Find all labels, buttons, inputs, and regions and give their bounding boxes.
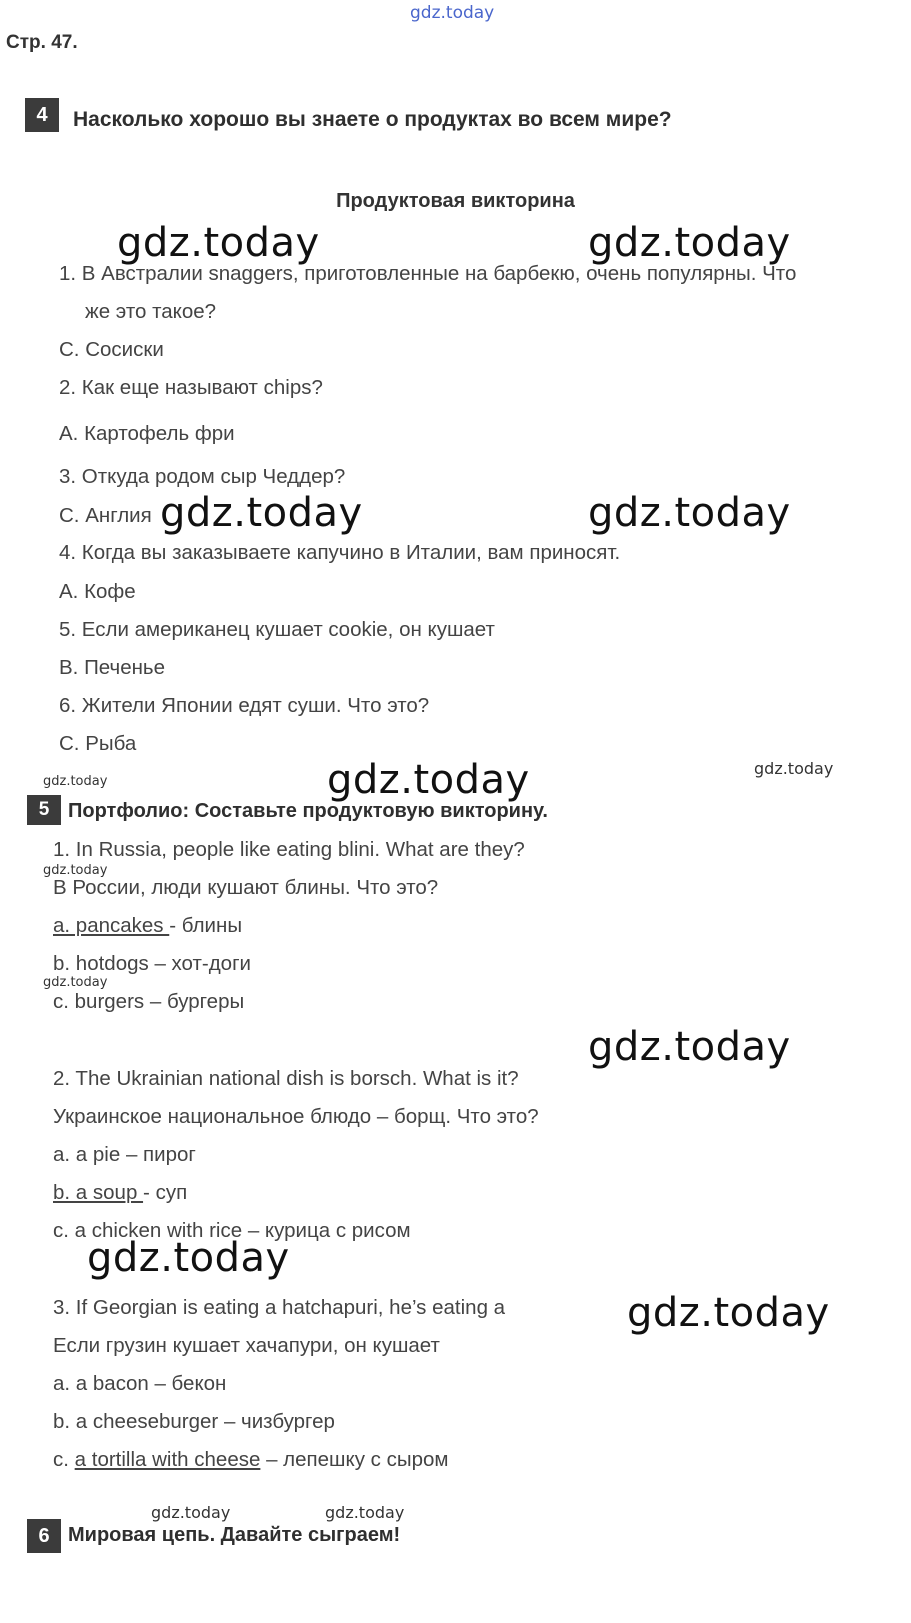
task-5-title: Портфолио: Составьте продуктовую викторину. bbox=[68, 800, 548, 822]
watermark-large: gdz.today bbox=[327, 757, 530, 803]
q3-russian: Если грузин кушает хачапури, он кушает bbox=[53, 1334, 440, 1357]
q1-option-c: c. burgers – бургеры bbox=[53, 990, 245, 1013]
quiz-line-11: В. Печенье bbox=[59, 656, 166, 679]
q1-correct-answer: a. pancakes bbox=[53, 914, 170, 937]
quiz-line-12: 6. Жители Японии едят суши. Что это? bbox=[59, 694, 430, 717]
q2-option-a: a. a pie – пирог bbox=[53, 1143, 196, 1166]
watermark-large: gdz.today bbox=[588, 1024, 791, 1070]
watermark-large: gdz.today bbox=[117, 220, 320, 266]
quiz-line-13: С. Рыба bbox=[59, 732, 137, 755]
q3-option-b: b. a cheeseburger – чизбургер bbox=[53, 1410, 335, 1433]
quiz-line-1: 1. В Австралии snaggers, приготовленные на барбекю, очень популярны. Что bbox=[59, 262, 797, 285]
watermark-top: gdz.today bbox=[410, 3, 495, 23]
watermark-small: gdz.today bbox=[43, 774, 108, 789]
q3-option-c bbox=[53, 1448, 448, 1472]
watermark-large: gdz.today bbox=[588, 220, 791, 266]
quiz-line-5: А. Картофель фри bbox=[59, 422, 235, 445]
q2-option-b-translation: - суп bbox=[143, 1181, 188, 1204]
quiz-line-8: 4. Когда вы заказываете капучино в Италии, вам приносят. bbox=[59, 541, 621, 564]
q1-option-b: b. hotdogs – хот-доги bbox=[53, 952, 252, 975]
q3-option-c-prefix: c. bbox=[53, 1448, 75, 1471]
watermark-small: gdz.today bbox=[754, 759, 834, 778]
watermark-small: gdz.today bbox=[151, 1503, 231, 1522]
task-4-number: 4 bbox=[25, 98, 59, 132]
q2-russian: Украинское национальное блюдо – борщ. Что это? bbox=[53, 1105, 539, 1128]
q2-correct-answer: b. a soup bbox=[53, 1181, 144, 1204]
q1-english: 1. In Russia, people like eating blini. What are they? bbox=[53, 838, 525, 861]
q3-option-c-translation: – лепешку с сыром bbox=[260, 1448, 449, 1471]
q1-option-a bbox=[53, 914, 242, 938]
quiz-line-4: 2. Как еще называют chips? bbox=[59, 376, 323, 399]
watermark-small: gdz.today bbox=[43, 863, 108, 878]
q1-russian: В России, люди кушают блины. Что это? bbox=[53, 876, 439, 899]
watermark-small: gdz.today bbox=[325, 1503, 405, 1522]
task-6-number: 6 bbox=[27, 1519, 61, 1553]
q2-option-c: c. a chicken with rice – курица с рисом bbox=[53, 1219, 411, 1242]
task-5-number: 5 bbox=[27, 795, 61, 825]
q3-english: 3. If Georgian is eating a hatchapuri, he’s eating a bbox=[53, 1296, 506, 1319]
quiz-line-10: 5. Если американец кушает cookie, он кушает bbox=[59, 618, 495, 641]
quiz-line-3: С. Сосиски bbox=[59, 338, 164, 361]
q3-correct-answer: a tortilla with cheese bbox=[74, 1448, 261, 1471]
task-4-title: Насколько хорошо вы знаете о продуктах во всем мире? bbox=[73, 108, 672, 131]
q2-option-b bbox=[53, 1181, 187, 1205]
quiz-line-9: А. Кофе bbox=[59, 580, 136, 603]
watermark-large: gdz.today bbox=[87, 1235, 290, 1281]
page-label: Стр. 47. bbox=[6, 32, 78, 53]
q1-option-a-translation: - блины bbox=[169, 914, 243, 937]
quiz-line-6: 3. Откуда родом сыр Чеддер? bbox=[59, 465, 346, 488]
watermark-large: gdz.today bbox=[627, 1290, 830, 1336]
quiz-line-2: же это такое? bbox=[85, 300, 217, 323]
q2-english: 2. The Ukrainian national dish is borsch. What is it? bbox=[53, 1067, 519, 1090]
watermark-large: gdz.today bbox=[588, 490, 791, 536]
task-6-title: Мировая цепь. Давайте сыграем! bbox=[68, 1524, 401, 1546]
quiz-line-7: С. Англия bbox=[59, 504, 152, 527]
q3-option-a: a. a bacon – бекон bbox=[53, 1372, 227, 1395]
watermark-small: gdz.today bbox=[43, 975, 108, 990]
watermark-large: gdz.today bbox=[160, 490, 363, 536]
quiz-title: Продуктовая викторина bbox=[336, 190, 575, 212]
